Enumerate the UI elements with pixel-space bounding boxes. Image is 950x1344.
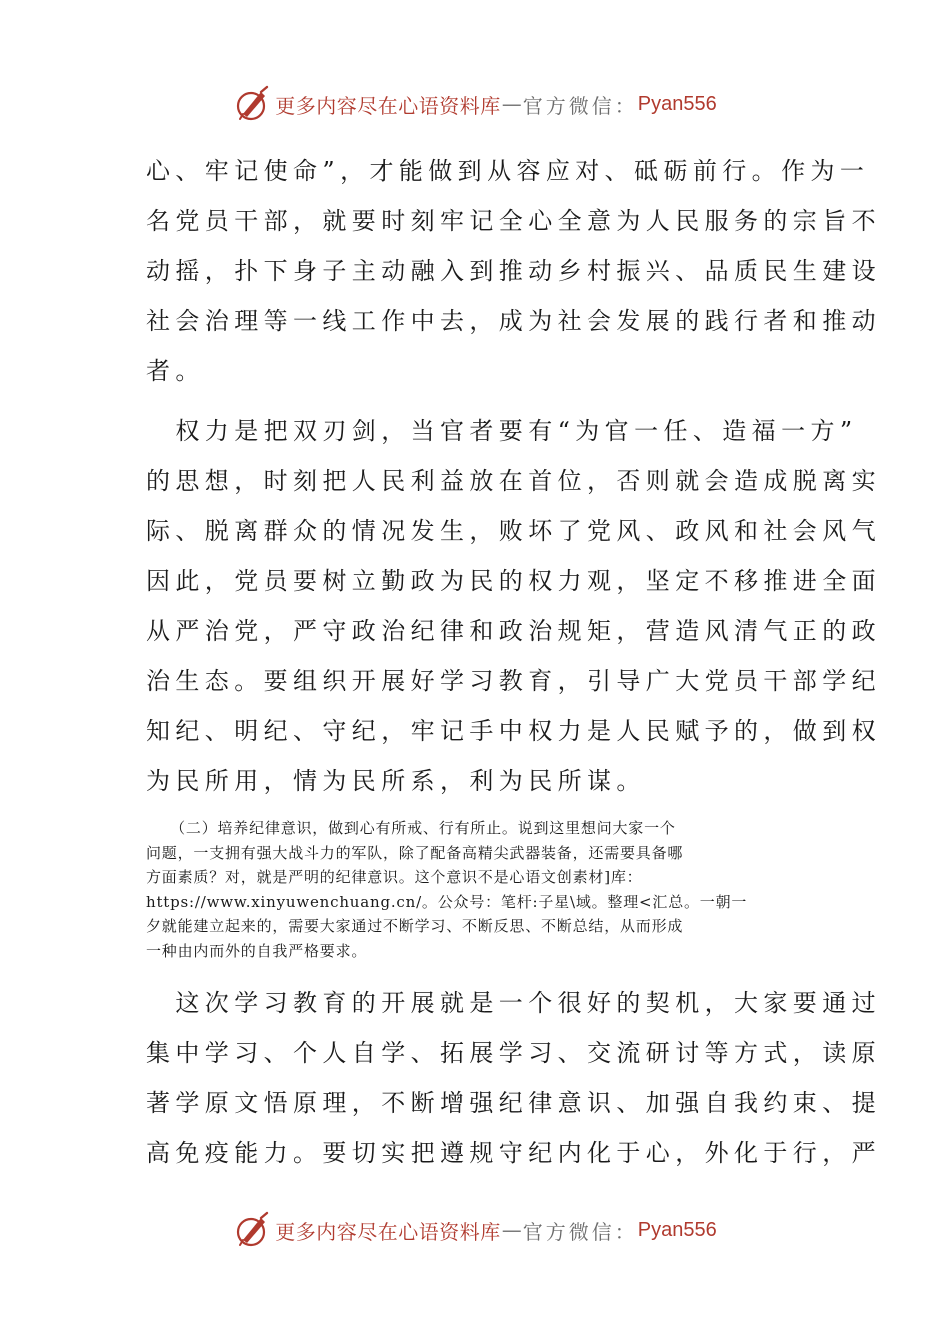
text-line: 心、牢记使命”，才能做到从容应对、砥砺前行。作为一 [146, 157, 870, 185]
text-line: 这次学习教育的开展就是一个很好的契机，大家要通过 [146, 989, 881, 1017]
pen-logo-icon [233, 1210, 273, 1250]
text-line: 知纪、明纪、守纪，牢记手中权力是人民赋予的，做到权 [146, 717, 881, 745]
wechat-id: Pyan556 [637, 92, 717, 115]
wechat-label: 官方微信： [522, 1219, 638, 1244]
pen-logo-icon [233, 84, 273, 124]
text-line: 高免疫能力。要切实把遵规守纪内化于心，外化于行，严 [146, 1139, 881, 1167]
text-line: 方面素质？对，就是严明的纪律意识。这个意识不是心语文创素材]库： [146, 868, 643, 886]
text-line: 集中学习、个人自学、拓展学习、交流研讨等方式，读原 [146, 1039, 881, 1067]
text-line: 因此，党员要树立勤政为民的权力观，坚定不移推进全面 [146, 567, 881, 595]
text-line: 社会治理等一线工作中去，成为社会发展的践行者和推动 [146, 307, 881, 335]
separator-dash: — [501, 1218, 522, 1242]
paragraph-2 [146, 406, 881, 806]
wechat-label: 官方微信： [522, 93, 638, 118]
text-line: 名党员干部，就要时刻牢记全心全意为人民服务的宗旨不 [146, 207, 881, 235]
paragraph-1 [146, 146, 881, 396]
text-line: 一种由内而外的自我严格要求。 [146, 941, 368, 960]
text-line: （二）培养纪律意识，做到心有所戒、行有所止。说到这里想问大家一个 [146, 819, 676, 837]
text-line: 治生态。要组织开展好学习教育，引导广大党员干部学纪 [146, 667, 881, 695]
text-line: 者。 [146, 357, 205, 385]
header-watermark-banner [0, 82, 950, 126]
text-line: 的思想，时刻把人民利益放在首位，否则就会造成脱离实 [146, 467, 881, 495]
text-line: 从严治党，严守政治纪律和政治规矩，营造风清气正的政 [146, 617, 881, 645]
paragraph-4 [146, 978, 881, 1178]
text-line: 权力是把双刃剑，当官者要有“为官一任、造福一方” [146, 417, 858, 445]
wechat-id: Pyan556 [637, 1218, 717, 1241]
site-name: 更多内容尽在心语资料库 [275, 1219, 501, 1244]
text-line: 夕就能建立起来的，需要大家通过不断学习、不断反思、不断总结，从而形成 [146, 917, 684, 935]
text-line: 际、脱离群众的情况发生，败坏了党风、政风和社会风气 [146, 517, 881, 545]
text-line: 问题，一支拥有强大战斗力的军队，除了配备高精尖武器装备，还需要具备哪 [146, 843, 684, 862]
text-line: 动摇，扑下身子主动融入到推动乡村振兴、品质民生建设 [146, 257, 881, 285]
text-line: 著学原文悟原理，不断增强纪律意识、加强自我约束、提 [146, 1089, 881, 1117]
separator-dash: — [501, 92, 522, 116]
text-line: https://www.xinyuwenchuang.cn/。公众号：笔杆:子星\域。整理<汇总。一朝一 [146, 892, 748, 911]
site-name: 更多内容尽在心语资料库 [275, 93, 501, 118]
text-line: 为民所用，情为民所系，利为民所谋。 [146, 767, 646, 795]
paragraph-3-small [146, 816, 808, 963]
footer-watermark-banner [0, 1208, 950, 1252]
